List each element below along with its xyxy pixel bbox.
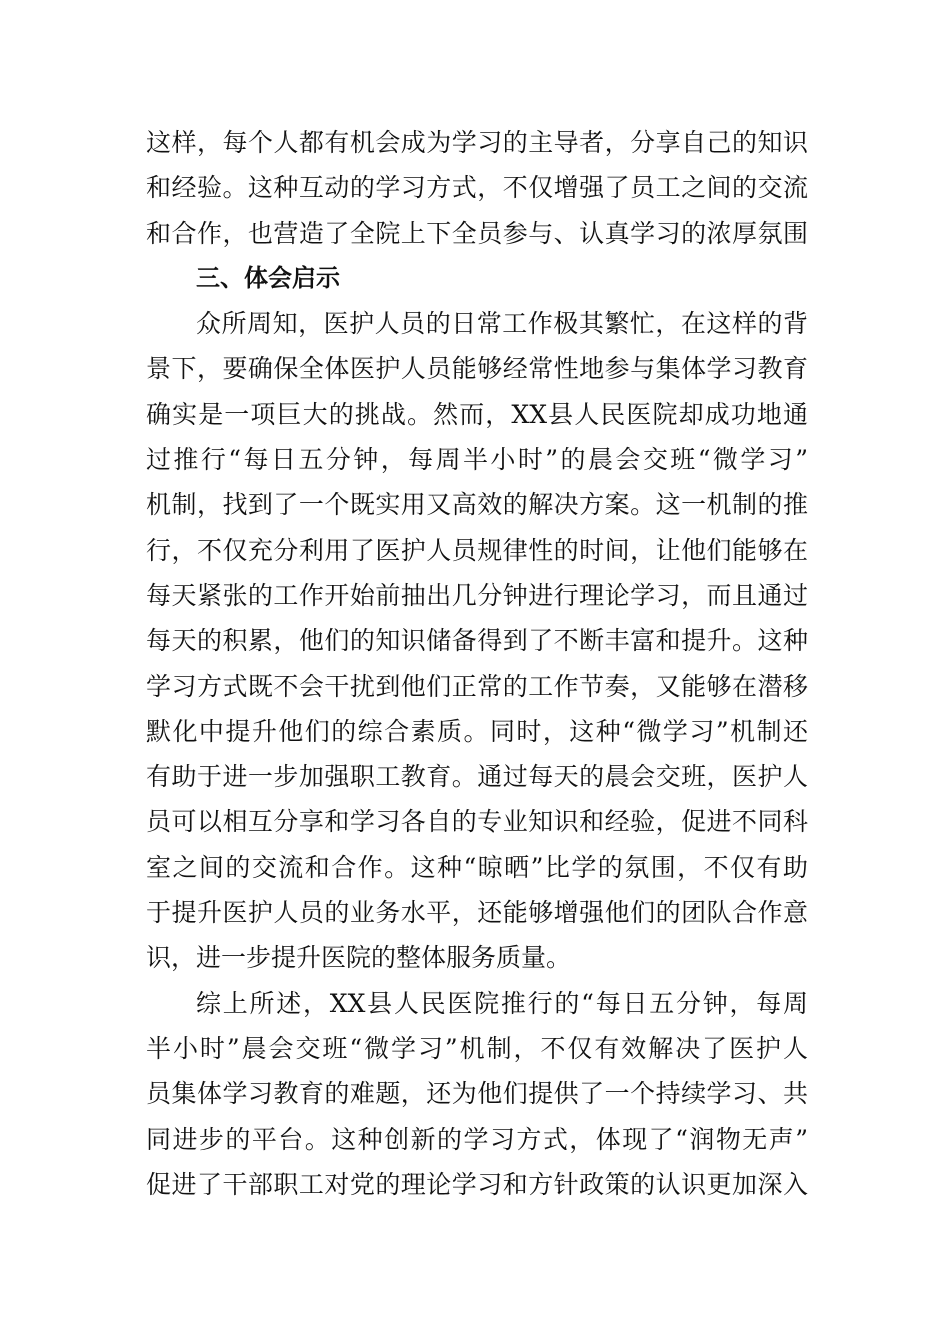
text-line: 确实是一项巨大的挑战。然而，XX县人民医院却成功地通 bbox=[146, 399, 808, 429]
text-line: 同进步的平台。这种创新的学习方式，体现了“润物无声” bbox=[146, 1124, 808, 1154]
text-line: 默化中提升他们的综合素质。同时，这种“微学习”机制还 bbox=[146, 716, 808, 746]
text-line: 机制，找到了一个既实用又高效的解决方案。这一机制的推 bbox=[146, 490, 808, 520]
text-line: 员可以相互分享和学习各自的专业知识和经验，促进不同科 bbox=[146, 807, 808, 837]
text-line: 员集体学习教育的难题，还为他们提供了一个持续学习、共 bbox=[146, 1079, 808, 1109]
text-line: 于提升医护人员的业务水平，还能够增强他们的团队合作意 bbox=[146, 898, 808, 928]
paragraph-summary bbox=[146, 981, 808, 1207]
text-line: 景下，要确保全体医护人员能够经常性地参与集体学习教育 bbox=[146, 354, 808, 384]
text-line: 综上所述，XX县人民医院推行的“每日五分钟，每周 bbox=[196, 988, 808, 1018]
text-line: 众所周知，医护人员的日常工作极其繁忙，在这样的背 bbox=[196, 309, 808, 339]
text-line: 和合作，也营造了全院上下全员参与、认真学习的浓厚氛围 bbox=[146, 218, 808, 248]
paragraph-experience bbox=[146, 301, 808, 980]
text-line: 识，进一步提升医院的整体服务质量。 bbox=[146, 943, 572, 973]
document-body bbox=[146, 120, 808, 1207]
text-line: 促进了干部职工对党的理论学习和方针政策的认识更加深入 bbox=[146, 1169, 808, 1199]
paragraph-continuation bbox=[146, 120, 808, 256]
text-line: 行，不仅充分利用了医护人员规律性的时间，让他们能够在 bbox=[146, 535, 808, 565]
text-line: 半小时”晨会交班“微学习”机制，不仅有效解决了医护人 bbox=[146, 1033, 808, 1063]
text-line: 过推行“每日五分钟，每周半小时”的晨会交班“微学习” bbox=[146, 445, 809, 475]
text-line: 每天的积累，他们的知识储备得到了不断丰富和提升。这种 bbox=[146, 626, 808, 656]
text-line: 室之间的交流和合作。这种“晾晒”比学的氛围，不仅有助 bbox=[146, 852, 808, 882]
text-line: 和经验。这种互动的学习方式，不仅增强了员工之间的交流 bbox=[146, 173, 808, 203]
section-heading: 三、体会启示 bbox=[196, 263, 340, 292]
text-line: 有助于进一步加强职工教育。通过每天的晨会交班，医护人 bbox=[146, 762, 808, 792]
text-line: 这样，每个人都有机会成为学习的主导者，分享自己的知识 bbox=[146, 128, 808, 157]
text-line: 每天紧张的工作开始前抽出几分钟进行理论学习，而且通过 bbox=[146, 580, 808, 610]
text-line: 学习方式既不会干扰到他们正常的工作节奏，又能够在潜移 bbox=[146, 671, 808, 701]
